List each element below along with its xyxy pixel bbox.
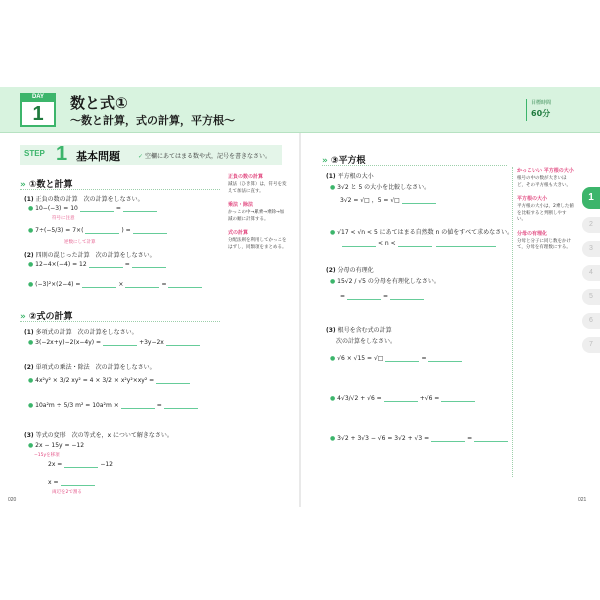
answer-blank[interactable]	[474, 435, 508, 442]
answer-blank[interactable]	[166, 339, 200, 346]
expression-text: 4√3/√2 + √6 =	[337, 395, 382, 402]
expression	[340, 195, 438, 204]
section-title: ③平方根	[330, 156, 366, 166]
bullet-icon: ●	[330, 229, 336, 236]
sidebar-heading: 分母の有理化	[517, 230, 548, 237]
step-instruction	[138, 151, 271, 160]
problem-number: (3)	[326, 327, 336, 334]
expression-text: √6 × √15 = √□	[337, 355, 384, 362]
check-icon: ✓	[138, 153, 144, 160]
problem-text: 正負の数の計算 次の計算をしなさい。	[35, 196, 144, 203]
problem-number: (3)	[24, 432, 34, 439]
expression-text: 15√2 / √5 の分母を有理化しなさい。	[337, 278, 440, 285]
expression-text: (−3)²×(2−4) =	[35, 281, 81, 288]
bullet-icon: ●	[28, 205, 34, 212]
answer-blank[interactable]	[132, 261, 166, 268]
expression: ● (−3)²×(2−4) = × =	[28, 281, 204, 288]
chapter-tab[interactable]: 5	[582, 289, 600, 305]
bullet-icon: ●	[28, 227, 34, 234]
sidebar-text: 平方根の大小は，2乗した値を比較すると判断しやすい。	[517, 204, 574, 222]
problem-number: (1)	[24, 329, 34, 336]
problem-number: (2)	[24, 252, 34, 259]
section-rule	[20, 189, 220, 190]
section-rule	[322, 165, 507, 166]
problem-text: 平方根の大小	[337, 173, 374, 180]
expression: ● 12−4×(−4) = 12 =	[28, 261, 168, 268]
problem	[24, 250, 156, 259]
answer-blank[interactable]	[82, 281, 116, 288]
goal-label: 目標時間	[531, 100, 552, 106]
expression: 2x = −12	[48, 461, 113, 468]
sidebar-text: かっこの中→累乗→乗除→加減の順に計算する。	[228, 210, 285, 222]
hint-note: −15yを移項	[34, 453, 60, 458]
goal-time: 60分	[531, 109, 551, 118]
problem	[326, 171, 374, 180]
answer-blank[interactable]	[342, 240, 376, 247]
answer-blank[interactable]	[103, 339, 137, 346]
section-title: ②式の計算	[28, 312, 73, 322]
problem	[24, 362, 156, 371]
answer-blank[interactable]	[431, 435, 465, 442]
answer-blank[interactable]	[64, 461, 98, 468]
chapter-tab[interactable]: 3	[582, 241, 600, 257]
problem-number: (1)	[24, 196, 34, 203]
answer-blank[interactable]	[385, 355, 419, 362]
expression-text: 3(−2x+y)−2(x−4y) =	[35, 339, 102, 346]
sidebar-text: 根号の中の数が大きいほど，その平方根も大きい。	[517, 176, 571, 188]
problem-number: (2)	[326, 267, 336, 274]
sidebar-text: 分配法則を利用してかっこをはずし，同類項をまとめる。	[228, 238, 287, 250]
sidebar-heading: 式の計算	[228, 230, 249, 236]
bullet-icon: ●	[28, 377, 34, 384]
problem	[326, 265, 374, 274]
answer-blank[interactable]	[428, 355, 462, 362]
chevron-icon: »	[322, 156, 328, 166]
bullet-icon: ●	[330, 395, 336, 402]
expression-text: 2x =	[48, 461, 63, 468]
expression-text: √17 < √n < 5 にあてはまる自然数 n の値をすべて求めなさい。	[337, 229, 514, 236]
chapter-tab[interactable]: 2	[582, 217, 600, 233]
expression-text: 7÷(−5/3) = 7×(	[35, 227, 84, 234]
chapter-tab[interactable]: 1	[582, 187, 600, 209]
answer-blank[interactable]	[85, 227, 119, 234]
answer-blank[interactable]	[133, 227, 167, 234]
expression	[28, 377, 192, 384]
problem-number: (2)	[24, 364, 34, 371]
chevron-icon: »	[20, 180, 26, 190]
expression	[330, 227, 513, 236]
hint-note: 逆数にして計算	[64, 240, 96, 245]
answer-blank[interactable]	[80, 205, 114, 212]
bullet-icon: ●	[28, 261, 34, 268]
goal-time-box	[526, 99, 578, 121]
expression: ● 3(−2x+y)−2(x−4y) = +3y−2x	[28, 339, 202, 346]
expression-text: 3√2 = √□ ，5 = √□	[340, 197, 400, 204]
problem-text: 多項式の計算 次の計算をしなさい。	[35, 329, 138, 336]
bullet-icon: ●	[330, 355, 336, 362]
expression-text: 3√2 + 3√3 − √6 = 3√2 + √3 =	[337, 435, 430, 442]
problem	[24, 430, 173, 439]
hint-note: 両辺を2で割る	[52, 490, 82, 495]
day-badge	[20, 93, 56, 127]
expression-text: 12−4×(−4) = 12	[35, 261, 87, 268]
hint-note: 符号に注意	[52, 216, 75, 221]
section-title: ①数と計算	[28, 180, 73, 190]
right-sidebar	[517, 167, 575, 258]
chapter-title: 数と式①	[70, 94, 128, 112]
bullet-icon: ●	[330, 184, 336, 191]
page-gutter	[299, 87, 301, 507]
chapter-tab[interactable]: 7	[582, 337, 600, 353]
expression-text: 10−(−3) = 10	[35, 205, 78, 212]
problem-number: (1)	[326, 173, 336, 180]
sidebar-heading: 正負の数の計算	[228, 174, 264, 180]
answer-blank[interactable]	[441, 395, 475, 402]
left-sidebar	[228, 173, 288, 257]
answer-blank[interactable]	[61, 479, 95, 486]
answer-blank[interactable]	[156, 377, 190, 384]
page-number-left: 020	[8, 497, 17, 503]
book-spread	[0, 87, 600, 507]
expression	[330, 182, 430, 191]
sidebar-heading: かっこいい 平方根の大小	[517, 168, 574, 174]
chapter-tab[interactable]: 6	[582, 313, 600, 329]
expression: ● √6 × √15 = √□ =	[330, 355, 464, 362]
answer-blank[interactable]	[123, 205, 157, 212]
chevron-icon: »	[20, 312, 26, 322]
problem-text: 分母の有理化	[337, 267, 374, 274]
chapter-tab[interactable]: 4	[582, 265, 600, 281]
problem	[326, 325, 392, 334]
answer-blank[interactable]	[384, 395, 418, 402]
expression-text: 3√2 と 5 の大小を比較しなさい。	[337, 184, 431, 191]
expression: = =	[340, 293, 426, 300]
expression: ● 3√2 + 3√3 − √6 = 3√2 + √3 = =	[330, 435, 510, 442]
bullet-icon: ●	[28, 442, 34, 449]
bullet-icon: ●	[28, 339, 34, 346]
answer-blank[interactable]	[402, 197, 436, 204]
answer-blank[interactable]	[436, 240, 496, 247]
section-rule	[20, 321, 220, 322]
day-label: DAY	[20, 93, 56, 102]
sidebar-heading: 乗法・除法	[228, 202, 254, 208]
answer-blank[interactable]	[89, 261, 123, 268]
bullet-icon: ●	[28, 402, 34, 409]
expression: ● 10a²m ÷ 5/3 m² = 10a²m × =	[28, 402, 200, 409]
bullet-icon: ●	[28, 281, 34, 288]
problem-text: 四則の混じった計算 次の計算をしなさい。	[35, 252, 156, 259]
answer-blank[interactable]	[347, 293, 381, 300]
expression	[48, 479, 97, 486]
answer-blank[interactable]	[125, 281, 159, 288]
answer-blank[interactable]	[121, 402, 155, 409]
sidebar-text: 分母と分子に同じ数をかけて，分母を有理数にする。	[517, 238, 571, 250]
problem	[24, 194, 144, 203]
step-label: STEP	[24, 149, 45, 158]
sidebar-text: 減法（ひき算）は，符号を変えて加法に直す。	[228, 182, 287, 194]
problem	[24, 327, 138, 336]
bullet-icon: ●	[330, 435, 336, 442]
expression	[330, 276, 440, 285]
expression-text: x =	[48, 479, 59, 486]
expression: ● 4√3/√2 + √6 = +√6 =	[330, 395, 477, 402]
expression-text: 4x²y² × 3/2 xy² = 4 × 3/2 × x²y²×xy² =	[35, 377, 155, 384]
expression: ● 7÷(−5/3) = 7×( ) =	[28, 227, 169, 234]
answer-blank[interactable]	[164, 402, 198, 409]
step-note-text: 空欄にあてはまる数や式，記号を書きなさい。	[144, 153, 271, 160]
step-title: 基本問題	[76, 150, 120, 163]
chapter-subtitle: 〜数と計算，式の計算，平方根〜	[70, 114, 235, 127]
problem-text: 等式の変形 次の等式を，x について解きなさい。	[35, 432, 173, 439]
answer-blank[interactable]	[398, 240, 432, 247]
chapter-header	[0, 87, 600, 133]
expression: ● 10−(−3) = 10 =	[28, 205, 159, 212]
expression	[336, 336, 396, 345]
page-number-right: 021	[578, 497, 587, 503]
expression-text: 次の計算をしなさい。	[336, 338, 397, 345]
sidebar-heading: 平方根の大小	[517, 196, 548, 202]
problem-text: 単項式の乗法・除法 次の計算をしなさい。	[35, 364, 156, 371]
expression: < n <	[340, 240, 498, 247]
chapter-tabs	[582, 187, 600, 361]
bullet-icon: ●	[330, 278, 336, 285]
day-number: 1	[32, 103, 44, 125]
expression-text: 10a²m ÷ 5/3 m² = 10a²m ×	[35, 402, 119, 409]
problem-text: 根号を含む式の計算	[337, 327, 392, 334]
step-bar	[20, 145, 282, 165]
answer-blank[interactable]	[390, 293, 424, 300]
expression-text: 2x − 15y = −12	[35, 442, 85, 449]
answer-blank[interactable]	[168, 281, 202, 288]
step-number: 1	[56, 143, 68, 165]
sidebar-divider	[512, 167, 513, 477]
expression	[28, 442, 84, 449]
